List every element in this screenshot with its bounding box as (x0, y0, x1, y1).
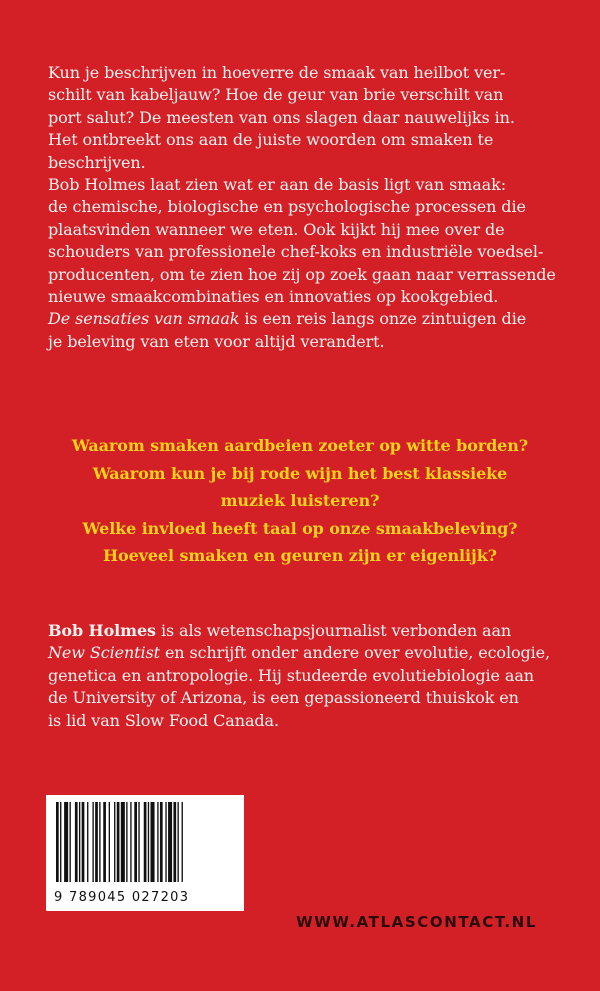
barcode-bar (134, 802, 137, 882)
barcode-bar (79, 802, 80, 882)
question: Waarom smaken aardbeien zoeter op witte borden? (71, 436, 529, 455)
barcode-bar (178, 802, 179, 882)
question: muziek luisteren? (220, 491, 380, 510)
teaser-questions (40, 432, 560, 570)
blurb-text (48, 62, 568, 353)
barcode-bar (82, 802, 85, 882)
barcode-bar (60, 802, 61, 882)
barcode-bar (144, 802, 147, 882)
blurb-line: schilt van kabeljauw? Hoe de geur van brie verschilt van (48, 85, 504, 105)
barcode-bar (70, 802, 71, 882)
barcode-bar (130, 802, 131, 882)
barcode-bar (87, 802, 88, 882)
question: Waarom kun je bij rode wijn het best klassieke (92, 463, 508, 483)
barcode-bar (99, 802, 100, 882)
bio-line: de University of Arizona, is een gepassioneerd thuiskok en (48, 688, 519, 708)
blurb-line: de chemische, biologische en psychologische processen die (48, 197, 526, 217)
barcode-bar (109, 802, 110, 882)
blurb-line: nieuwe smaakcombinaties en innovaties op kookgebied. (48, 286, 499, 306)
barcode (46, 795, 244, 911)
barcode-bar (157, 802, 158, 882)
barcode-number: 9 789045 027203 (54, 890, 190, 905)
bio-line-rest: is als wetenschapsjournalist verbonden aan (155, 621, 512, 640)
bio-line-rest: en schrijft onder andere over evolutie, ecologie, (159, 643, 551, 663)
barcode-bar (160, 802, 163, 882)
book-title: De sensaties van smaak (48, 309, 240, 329)
barcode-bar (168, 802, 172, 882)
barcode-bar (92, 802, 93, 882)
bio-line: genetica en antropologie. Hij studeerde evolutiebiologie aan (48, 665, 534, 685)
bio-line: is lid van Slow Food Canada. (48, 710, 279, 730)
barcode-bar (138, 802, 139, 882)
magazine-name: New Scientist (48, 643, 160, 663)
barcode-bar (148, 802, 149, 882)
blurb-line: schouders van professionele chef-koks en industriële voedsel- (48, 242, 544, 262)
barcode-bar (114, 802, 115, 882)
question: Hoeveel smaken en geuren zijn er eigenlijk? (103, 546, 497, 565)
barcode-bar (95, 802, 98, 882)
question: Welke invloed heeft taal op onze smaakbeleving? (82, 518, 518, 538)
blurb-line: port salut? De meesten van ons slagen daar nauwelijks in. (48, 107, 515, 127)
blurb-line: beschrijven. (48, 152, 146, 172)
barcode-bar (121, 802, 125, 882)
blurb-line-rest: is een reis langs onze zintuigen die (239, 309, 527, 329)
barcode-bar (117, 802, 120, 882)
barcode-bars (56, 802, 234, 882)
bio-line (48, 642, 568, 664)
publisher-website[interactable]: WWW.ATLASCONTACT.NL (296, 913, 537, 931)
barcode-bar (126, 802, 127, 882)
blurb-line: Bob Holmes laat zien wat er aan de basis ligt van smaak: (48, 174, 507, 194)
author-name: Bob Holmes (48, 621, 156, 640)
blurb-title-line (48, 308, 568, 330)
barcode-bar (75, 802, 78, 882)
barcode-bar (56, 802, 59, 882)
author-bio (48, 620, 568, 732)
barcode-bar (103, 802, 106, 882)
blurb-line: Kun je beschrijven in hoeverre de smaak van heilbot ver- (48, 63, 506, 82)
barcode-bar (182, 802, 183, 882)
blurb-line: plaatsvinden wanneer we eten. Ook kijkt hij mee over de (48, 219, 505, 239)
barcode-bar (173, 802, 176, 882)
blurb-line: producenten, om te zien hoe zij op zoek gaan naar verrassende (48, 264, 556, 284)
barcode-bar (165, 802, 166, 882)
barcode-bar (151, 802, 155, 882)
barcode-bar (64, 802, 68, 882)
bio-line (48, 620, 568, 642)
blurb-line: Het ontbreekt ons aan de juiste woorden om smaken te (48, 130, 494, 150)
blurb-line: je beleving van eten voor altijd verandert. (48, 331, 385, 351)
